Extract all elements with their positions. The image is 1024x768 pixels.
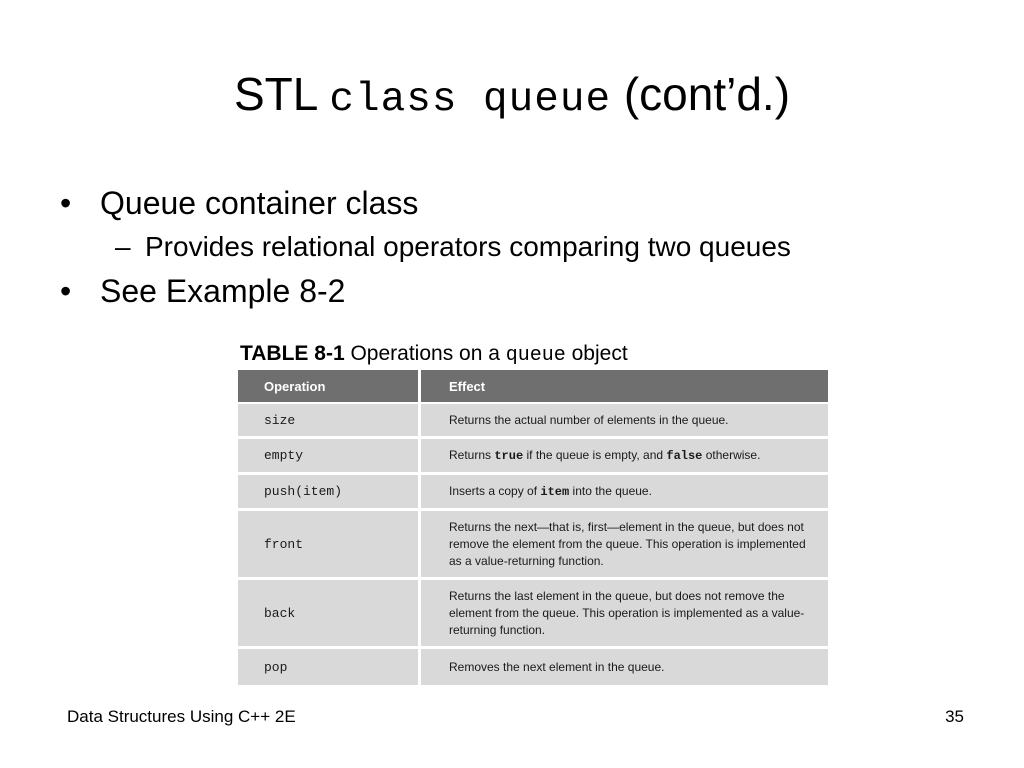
effect-cell: [418, 404, 828, 439]
bullet-text: See Example 8-2: [100, 273, 346, 309]
operation-cell: push(item): [238, 475, 418, 511]
table-header-row: [238, 370, 828, 404]
dash-icon: –: [115, 231, 131, 262]
effect-keyword: false: [666, 448, 703, 463]
effect-text: otherwise.: [702, 447, 761, 462]
table-caption-text: object: [571, 342, 628, 365]
table-row: [238, 475, 828, 511]
effect-cell: [418, 475, 828, 511]
title-prefix: STL: [233, 68, 317, 120]
table-caption-label: TABLE 8-1: [240, 342, 345, 365]
effect-text: into the queue.: [569, 483, 652, 498]
operation-cell: size: [238, 404, 418, 439]
bullet-dot-icon: •: [60, 273, 72, 309]
sub-bullet-item: [60, 226, 1000, 268]
table-row: [238, 580, 828, 649]
effect-cell: [418, 511, 828, 580]
effect-text: if the queue is empty, and: [523, 447, 667, 462]
effect-cell: [418, 649, 828, 685]
operations-table: [238, 370, 828, 685]
column-header: Effect: [418, 370, 828, 404]
table-caption-text: Operations on a: [350, 342, 500, 365]
table-caption-code: queue: [505, 344, 566, 367]
bullet-text: Queue container class: [100, 185, 419, 221]
operation-cell: empty: [238, 439, 418, 475]
effect-text: Returns the actual number of elements in the queue.: [449, 412, 729, 427]
table-row: [238, 404, 828, 439]
column-header: Operation: [238, 370, 418, 404]
effect-text: Removes the next element in the queue.: [449, 659, 665, 674]
effect-text: Returns the last element in the queue, but does not remove the element from the queue. This operation is implemented as a value-returning function.: [449, 588, 805, 637]
effect-cell: [418, 439, 828, 475]
effect-cell: [418, 580, 828, 649]
table-caption: [240, 340, 628, 370]
effect-text: Inserts a copy of: [449, 483, 541, 498]
page-number: 35: [945, 707, 964, 726]
table-row: [238, 511, 828, 580]
table-row: [238, 649, 828, 685]
effect-text: Returns: [449, 447, 495, 462]
bullet-item: [60, 268, 1000, 314]
effect-text: Returns the next—that is, first—element in the queue, but does not remove the element from the queue. This operation is implemented as a value-returning function.: [449, 519, 806, 568]
effect-keyword: item: [540, 484, 570, 499]
operation-cell: pop: [238, 649, 418, 685]
title-suffix: (cont’d.): [623, 68, 791, 120]
bullet-item: [60, 180, 1000, 226]
table-row: [238, 439, 828, 475]
operation-cell: back: [238, 580, 418, 649]
effect-keyword: true: [494, 448, 524, 463]
bullet-list: [60, 180, 1000, 314]
operation-cell: front: [238, 511, 418, 580]
sub-bullet-text: Provides relational operators comparing two queues: [145, 231, 791, 262]
bullet-dot-icon: •: [60, 185, 72, 221]
table-body: [238, 404, 828, 685]
footer-course-title: Data Structures Using C++ 2E: [67, 707, 296, 726]
slide-title: [0, 64, 1024, 130]
title-code: class queue: [329, 77, 612, 123]
